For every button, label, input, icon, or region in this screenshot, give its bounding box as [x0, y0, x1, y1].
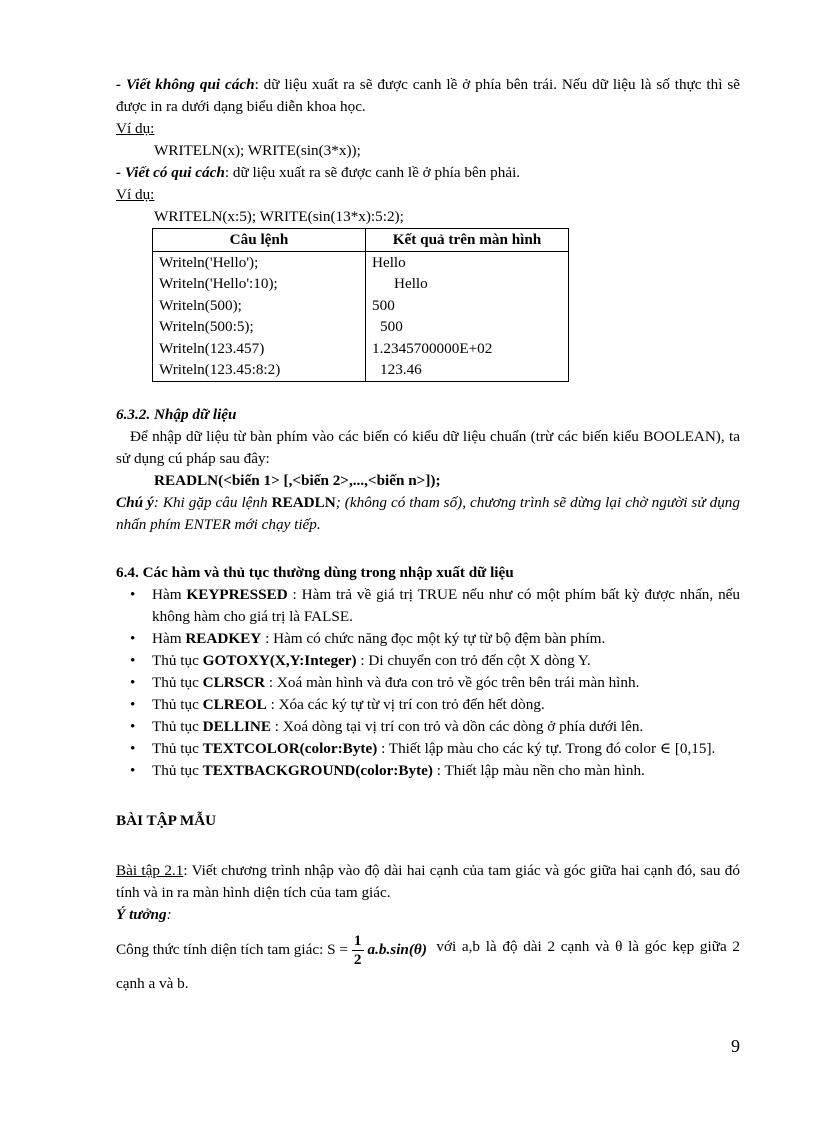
item-keyword: TEXTBACKGROUND(color:Byte)	[202, 761, 433, 779]
item-keyword: READKEY	[185, 629, 262, 647]
item-description: : Xoá dòng tại vị trí con trỏ và dồn các dòng ở phía dưới lên.	[271, 717, 644, 735]
table-cell: Writeln(500:5);	[153, 316, 366, 338]
example-label: Ví dụ:	[116, 186, 155, 203]
section-title-6-4: 6.4. Các hàm và thủ tục thường dùng trong nhập xuất dữ liệu	[116, 563, 514, 581]
table-cell: Writeln('Hello':10);	[153, 273, 366, 295]
table-cell: 123.46	[366, 359, 569, 381]
example-label: Ví dụ:	[116, 120, 155, 137]
note-text: ; (không có tham số), chương trình sẽ dừng lại chờ người sử dụng nhấn phím ENTER mới chạy tiếp.	[116, 493, 740, 533]
list-item	[116, 738, 740, 760]
note-paragraph	[116, 492, 740, 536]
item-prefix: Hàm	[152, 585, 187, 603]
item-description: : Thiết lập màu cho các ký tự. Trong đó color ∈ [0,15].	[377, 739, 716, 757]
bullet-icon: •	[130, 585, 136, 603]
formula-block	[116, 926, 740, 999]
exercise-text: : Viết chương trình nhập vào độ dài hai cạnh của tam giác và góc giữa hai cạnh đó, sau đó tính và in ra màn hình diện tích của tam giác.	[116, 861, 740, 901]
table-header: Câu lệnh	[153, 229, 366, 252]
item-description: : Xoá màn hình và đưa con trỏ về góc trên bên trái màn hình.	[265, 673, 640, 691]
list-item	[116, 672, 740, 694]
formula-paragraph	[116, 926, 740, 999]
exercise-paragraph	[116, 860, 740, 904]
item-prefix: Thủ tục	[152, 761, 203, 779]
exercise-heading: BÀI TẬP MẪU	[116, 811, 217, 829]
output-format-table	[152, 228, 569, 382]
table-header-row	[153, 229, 569, 252]
item-description: : Thiết lập màu nền cho màn hình.	[432, 761, 645, 779]
table-row	[153, 273, 569, 295]
page-content	[116, 74, 740, 992]
fraction	[352, 932, 364, 969]
table-cell: Writeln('Hello');	[153, 251, 366, 273]
functions-list	[116, 584, 740, 782]
item-keyword: GOTOXY(X,Y:Integer)	[202, 651, 357, 669]
paragraph-text: : dữ liệu xuất ra sẽ được canh lề ở phía bên phải.	[224, 164, 521, 181]
section-title-6-3-2: 6.3.2. Nhập dữ liệu	[116, 405, 237, 423]
note-keyword: READLN	[271, 493, 336, 511]
table-cell: Writeln(500);	[153, 295, 366, 317]
idea-colon: :	[166, 905, 172, 923]
table-header: Kết quả trên màn hình	[366, 229, 569, 252]
bullet-icon: •	[130, 651, 136, 669]
bullet-icon: •	[130, 717, 136, 735]
item-keyword: TEXTCOLOR(color:Byte)	[202, 739, 378, 757]
fraction-numerator: 1	[353, 931, 362, 949]
item-keyword: CLRSCR	[202, 673, 266, 691]
paragraph-input: Để nhập dữ liệu từ bàn phím vào các biến có kiểu dữ liệu chuẩn (trừ các biến kiểu BOOLEAN), ta sử dụng cú pháp sau đây:	[116, 427, 740, 467]
bullet-icon: •	[130, 629, 136, 647]
table-cell: Hello	[366, 273, 569, 295]
bullet-icon: •	[130, 695, 136, 713]
item-keyword: DELLINE	[202, 717, 271, 735]
item-keyword: KEYPRESSED	[186, 585, 288, 603]
paragraph-formatted-write	[116, 162, 740, 184]
note-label: Chú ý	[116, 493, 154, 511]
list-item	[116, 694, 740, 716]
formula-line	[116, 932, 431, 969]
term-unformatted: - Viết không qui cách	[116, 76, 255, 93]
item-prefix: Thủ tục	[152, 673, 203, 691]
list-item	[116, 716, 740, 738]
table-row	[153, 338, 569, 360]
paragraph-unformatted-write	[116, 74, 740, 118]
fraction-denominator: 2	[353, 950, 362, 968]
table-cell: 1.2345700000E+02	[366, 338, 569, 360]
table-cell: Writeln(123.45:8:2)	[153, 359, 366, 381]
bullet-icon: •	[130, 761, 136, 779]
table-row	[153, 295, 569, 317]
item-description: : Xóa các ký tự từ vị trí con trỏ đến hết dòng.	[266, 695, 545, 713]
table-cell: Writeln(123.457)	[153, 338, 366, 360]
item-description: : Di chuyển con trỏ đến cột X dòng Y.	[356, 651, 591, 669]
table-cell: Hello	[366, 251, 569, 273]
bullet-icon: •	[130, 739, 136, 757]
list-item	[116, 584, 740, 628]
item-prefix: Thủ tục	[152, 651, 203, 669]
formula-expression: a.b.sin(θ)	[367, 941, 427, 958]
term-formatted: - Viết có qui cách	[116, 164, 225, 181]
table-cell: 500	[366, 316, 569, 338]
item-description: : Hàm có chức năng đọc một ký tự từ bộ đệm bàn phím.	[261, 629, 606, 647]
paragraph-text: : dữ liệu xuất ra sẽ được canh lề ở phía bên trái. Nếu dữ liệu là số thực thì sẽ được in ra dưới dạng biểu diễn khoa học.	[116, 76, 740, 115]
table-cell: 500	[366, 295, 569, 317]
list-item	[116, 628, 740, 650]
table-row	[153, 251, 569, 273]
formula-prefix: Công thức tính diện tích tam giác: S =	[116, 941, 348, 958]
formula-description: với a,b là độ dài 2 cạnh và θ là góc kẹp giữa 2 cạnh a và b.	[116, 937, 740, 992]
item-prefix: Hàm	[152, 629, 186, 647]
idea-line	[116, 904, 740, 926]
code-example: WRITELN(x); WRITE(sin(3*x));	[154, 142, 361, 159]
readln-syntax: READLN(<biến 1> [,<biến 2>,...,<biến n>]);	[154, 471, 441, 489]
item-description: : Hàm trả về giá trị TRUE nếu như có một phím bất kỳ được nhấn, nếu không hàm cho giá trị là FALSE.	[152, 585, 740, 625]
table-row	[153, 359, 569, 381]
item-prefix: Thủ tục	[152, 717, 203, 735]
idea-label: Ý tưởng	[116, 905, 167, 923]
item-prefix: Thủ tục	[152, 695, 203, 713]
note-text: : Khi gặp câu lệnh	[153, 493, 272, 511]
exercise-label: Bài tập 2.1	[116, 861, 184, 879]
bullet-icon: •	[130, 673, 136, 691]
table-row	[153, 316, 569, 338]
list-item	[116, 650, 740, 672]
code-example: WRITELN(x:5); WRITE(sin(13*x):5:2);	[154, 208, 404, 225]
page-number: 9	[731, 1036, 740, 1056]
list-item	[116, 760, 740, 782]
item-prefix: Thủ tục	[152, 739, 203, 757]
item-keyword: CLREOL	[202, 695, 267, 713]
